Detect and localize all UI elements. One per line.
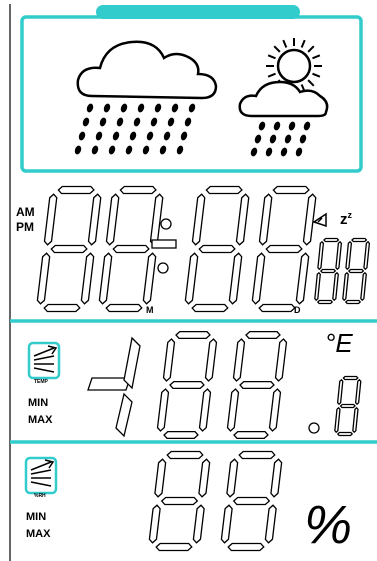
humidity-min-label: MIN <box>26 511 47 523</box>
humidity-trend-label: %RH <box>34 493 46 499</box>
day-marker: D <box>294 305 301 315</box>
am-indicator: AM <box>16 205 35 219</box>
pm-indicator: PM <box>16 220 34 234</box>
temp-trend-label: TEMP <box>34 379 48 385</box>
snooze-zz-icon: $z^z$ <box>340 210 352 228</box>
temp-unit: °E <box>325 328 353 358</box>
humidity-unit: % <box>304 495 353 555</box>
temp-max-label: MAX <box>28 414 53 426</box>
humidity-max-label: MAX <box>26 528 51 540</box>
temp-min-label: MIN <box>28 397 49 409</box>
month-marker: M <box>146 305 154 315</box>
